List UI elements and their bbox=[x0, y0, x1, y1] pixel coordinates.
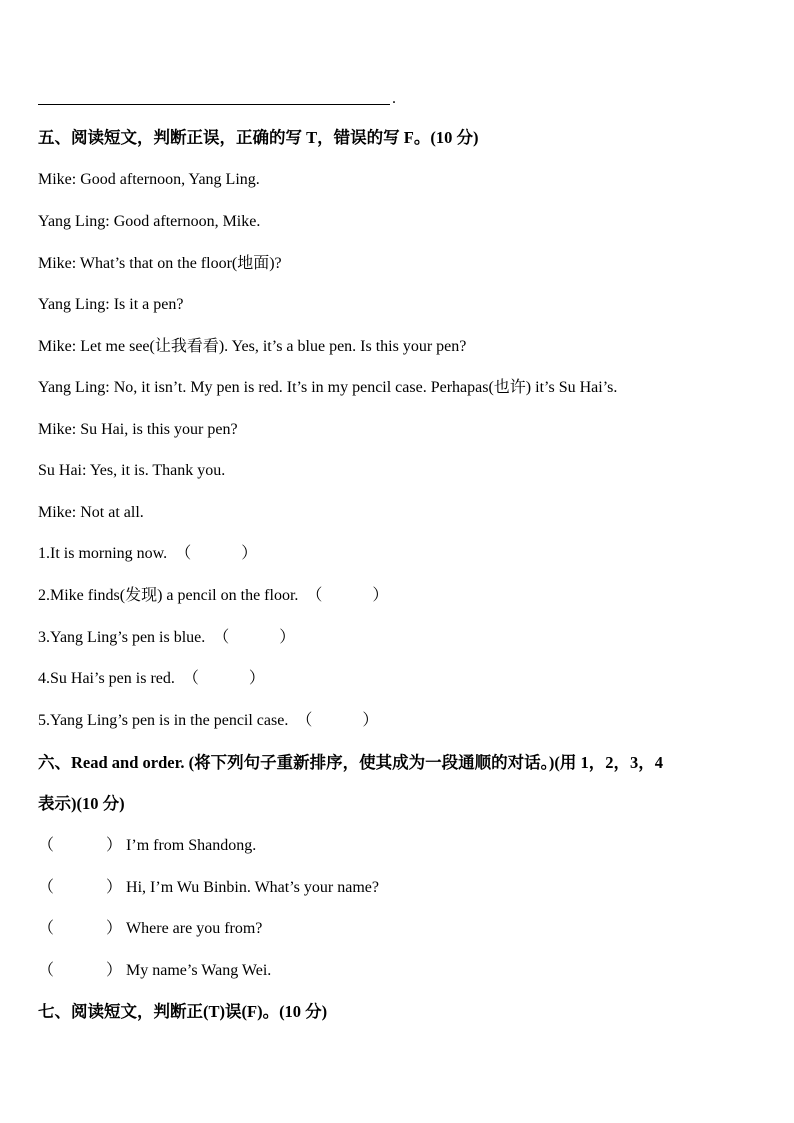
dialogue-line: Mike: What’s that on the floor(地面)? bbox=[38, 255, 282, 272]
question-text: 5.Yang Ling’s pen is in the pencil case. bbox=[38, 712, 289, 729]
order-item bbox=[38, 836, 256, 856]
order-item-text: I’m from Shandong. bbox=[126, 837, 257, 854]
question-row bbox=[38, 544, 257, 564]
answer-parentheses[interactable]: （ ） bbox=[292, 712, 379, 729]
answer-parentheses[interactable]: （ ） bbox=[302, 587, 389, 604]
question-text: 4.Su Hai’s pen is red. bbox=[38, 670, 175, 687]
order-item-text: Hi, I’m Wu Binbin. What’s your name? bbox=[126, 879, 379, 896]
section-6-heading-cont: 表示)(10 分) bbox=[38, 794, 125, 813]
dialogue-line: Mike: Let me see(让我看看). Yes, it’s a blue pen. Is this your pen? bbox=[38, 338, 467, 355]
question-text: 3.Yang Ling’s pen is blue. bbox=[38, 629, 206, 646]
dialogue-line: Mike: Good afternoon, Yang Ling. bbox=[38, 171, 260, 188]
dialogue-line: Su Hai: Yes, it is. Thank you. bbox=[38, 462, 226, 479]
order-item-text: My name’s Wang Wei. bbox=[126, 962, 272, 979]
order-number-blank[interactable]: （ ） bbox=[38, 879, 123, 896]
answer-blank-line bbox=[38, 104, 390, 105]
section-6-heading: 六、Read and order. (将下列句子重新排序，使其成为一段通顺的对话。)(用 1，2，3，4 bbox=[38, 753, 664, 772]
order-item-text: Where are you from? bbox=[126, 920, 263, 937]
order-item bbox=[38, 961, 271, 981]
dialogue-line: Yang Ling: No, it isn’t. My pen is red. It’s in my pencil case. Perhapas(也许) it’s Su Hai’s. bbox=[38, 379, 618, 396]
answer-line-period: . bbox=[392, 90, 396, 107]
order-item bbox=[38, 878, 379, 898]
answer-parentheses[interactable]: （ ） bbox=[171, 545, 258, 562]
question-text: 1.It is morning now. bbox=[38, 545, 168, 562]
dialogue-line: Mike: Not at all. bbox=[38, 504, 144, 521]
dialogue-line: Yang Ling: Is it a pen? bbox=[38, 296, 184, 313]
section-7-heading: 七、阅读短文，判断正(T)误(F)。(10 分) bbox=[38, 1002, 328, 1021]
answer-parentheses[interactable]: （ ） bbox=[178, 670, 265, 687]
order-number-blank[interactable]: （ ） bbox=[38, 962, 123, 979]
question-row bbox=[38, 628, 295, 648]
question-row bbox=[38, 669, 265, 689]
question-row bbox=[38, 711, 378, 731]
dialogue-line: Yang Ling: Good afternoon, Mike. bbox=[38, 213, 261, 230]
order-number-blank[interactable]: （ ） bbox=[38, 837, 123, 854]
order-item bbox=[38, 919, 262, 939]
order-number-blank[interactable]: （ ） bbox=[38, 920, 123, 937]
dialogue-line: Mike: Su Hai, is this your pen? bbox=[38, 421, 238, 438]
answer-parentheses[interactable]: （ ） bbox=[209, 629, 296, 646]
section-5-heading: 五、阅读短文，判断正误，正确的写 T，错误的写 F。(10 分) bbox=[38, 128, 479, 147]
question-text: 2.Mike finds(发现) a pencil on the floor. bbox=[38, 587, 299, 604]
question-row bbox=[38, 586, 388, 606]
